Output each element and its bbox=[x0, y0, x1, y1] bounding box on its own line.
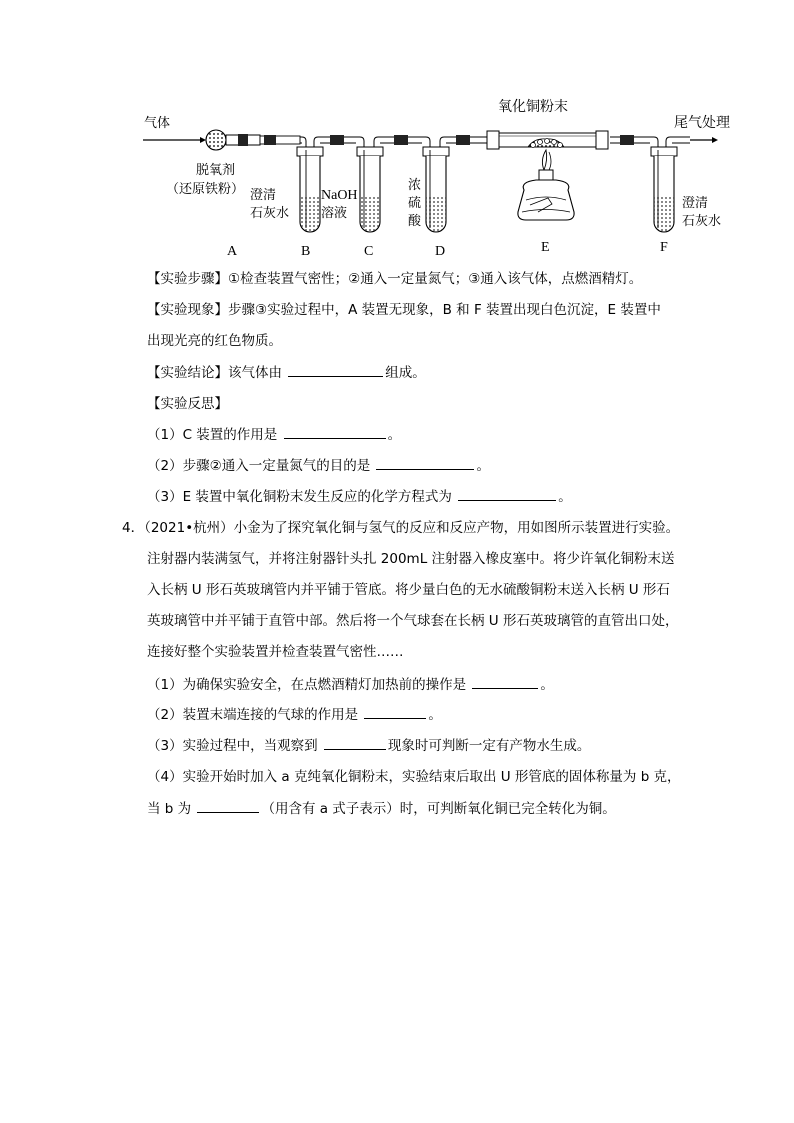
gas-inlet-label: 气体 bbox=[144, 116, 171, 131]
experiment-conclusion bbox=[147, 364, 426, 382]
reflection-q2-text: （2）步骤②通入一定量氮气的目的是 bbox=[147, 458, 375, 474]
tail-gas-label: 尾气处理 bbox=[674, 115, 730, 131]
reflection-q1-text: （1）C 装置的作用是 bbox=[147, 427, 282, 443]
q4-intro-line1: 4．（2021•杭州）小金为了探究氧化铜与氢气的反应和反应产物，用如图所示装置进行实验。 bbox=[122, 520, 680, 536]
reflection-q3-end: 。 bbox=[558, 489, 572, 505]
q4-s1-end: 。 bbox=[540, 677, 554, 693]
q4-s1-text: （1）为确保实验安全，在点燃酒精灯加热前的操作是 bbox=[147, 677, 471, 693]
reflection-q1-end: 。 bbox=[387, 427, 402, 443]
deoxidizer-sub-label: （还原铁粉） bbox=[166, 182, 245, 197]
f-reagent-label-2: 石灰水 bbox=[682, 214, 722, 229]
experiment-phenomena-line2: 出现光亮的红色物质。 bbox=[147, 333, 282, 349]
q4-intro-line2: 注射器内装满氢气，并将注射器针头扎 200mL 注射器入橡皮塞中。将少许氧化铜粉末送 bbox=[147, 551, 675, 567]
reflection-q1 bbox=[147, 426, 401, 444]
q4-s4-end: （用含有 a 式子表示）时，可判断氧化铜已完全转化为铜。 bbox=[261, 801, 616, 817]
conclusion-suffix: 组成。 bbox=[385, 365, 426, 381]
q4-s2-end: 。 bbox=[428, 707, 442, 723]
q4-s3-end: 现象时可判断一定有产物水生成。 bbox=[387, 738, 591, 754]
d-reagent-label-2: 硫 bbox=[408, 196, 422, 211]
letter-a: A bbox=[227, 244, 238, 259]
conclusion-prefix: 【实验结论】该气体由 bbox=[147, 365, 287, 381]
q4-s4-blank[interactable] bbox=[197, 800, 259, 813]
b-reagent-label-1: 澄清 bbox=[250, 188, 277, 203]
test-tube-c bbox=[357, 147, 383, 232]
q4-subquestion-4: （4）实验开始时加入 a 克纯氧化铜粉末，实验结束后取出 U 形管底的固体称量为 b 克， bbox=[147, 769, 681, 785]
letter-d: D bbox=[435, 244, 446, 259]
test-tube-d bbox=[423, 147, 449, 232]
q4-intro-line5: 连接好整个实验装置并检查装置气密性…… bbox=[147, 644, 404, 660]
c-reagent-label-1: NaOH bbox=[321, 188, 358, 203]
letter-e: E bbox=[541, 240, 550, 255]
q4-intro-line4: 英玻璃管中并平铺于直管中部。然后将一个气球套在长柄 U 形石英玻璃管的直管出口处， bbox=[147, 613, 679, 629]
reflection-q2-end: 。 bbox=[476, 458, 490, 474]
apparatus-e bbox=[487, 131, 608, 220]
experiment-reflection-heading: 【实验反思】 bbox=[147, 396, 228, 412]
q4-subquestion-2 bbox=[147, 706, 442, 724]
reflection-q1-blank[interactable] bbox=[284, 426, 386, 439]
experiment-phenomena-line1: 【实验现象】步骤③实验过程中，A 装置无现象，B 和 F 装置出现白色沉淀，E 装置中 bbox=[147, 302, 661, 318]
apparatus-diagram bbox=[0, 0, 794, 265]
q4-s3-blank[interactable] bbox=[324, 737, 386, 750]
letter-b: B bbox=[301, 244, 311, 259]
experiment-steps: 【实验步骤】①检查装置气密性；②通入一定量氮气；③通入该气体，点燃酒精灯。 bbox=[147, 271, 643, 287]
reflection-q2-blank[interactable] bbox=[376, 457, 474, 470]
q4-subquestion-4-cont bbox=[147, 800, 616, 818]
q4-s4-text: 当 b 为 bbox=[147, 801, 196, 817]
b-reagent-label-2: 石灰水 bbox=[250, 206, 290, 221]
q4-s2-text: （2）装置末端连接的气球的作用是 bbox=[147, 707, 363, 723]
d-reagent-label-1: 浓 bbox=[408, 178, 422, 193]
letter-c: C bbox=[364, 244, 374, 259]
d-reagent-label-3: 酸 bbox=[408, 214, 422, 229]
gas-inlet-arrow bbox=[143, 137, 206, 143]
copper-oxide-label: 氧化铜粉末 bbox=[498, 99, 568, 115]
apparatus-a-tube bbox=[206, 130, 300, 150]
q4-intro-line3: 入长柄 U 形石英玻璃管内并平铺于管底。将少量白色的无水硫酸铜粉末送入长柄 U 形石 bbox=[147, 582, 670, 598]
reflection-q3 bbox=[147, 488, 572, 506]
q4-s2-blank[interactable] bbox=[364, 706, 426, 719]
q4-s1-blank[interactable] bbox=[472, 676, 538, 689]
conclusion-answer-blank[interactable] bbox=[288, 364, 383, 377]
test-tube-f bbox=[651, 147, 677, 232]
reflection-q3-text: （3）E 装置中氧化铜粉末发生反应的化学方程式为 bbox=[147, 489, 457, 505]
deoxidizer-label: 脱氧剂 bbox=[196, 163, 236, 178]
f-reagent-label-1: 澄清 bbox=[682, 196, 709, 211]
reflection-q2 bbox=[147, 457, 490, 475]
q4-subquestion-1 bbox=[147, 676, 554, 694]
test-tube-b bbox=[297, 147, 323, 232]
q4-subquestion-3 bbox=[147, 737, 590, 755]
letter-f: F bbox=[660, 240, 668, 255]
reflection-q3-blank[interactable] bbox=[458, 488, 556, 501]
tail-gas-arrow bbox=[690, 137, 718, 143]
q4-s3-text: （3）实验过程中，当观察到 bbox=[147, 738, 322, 754]
c-reagent-label-2: 溶液 bbox=[321, 206, 348, 221]
